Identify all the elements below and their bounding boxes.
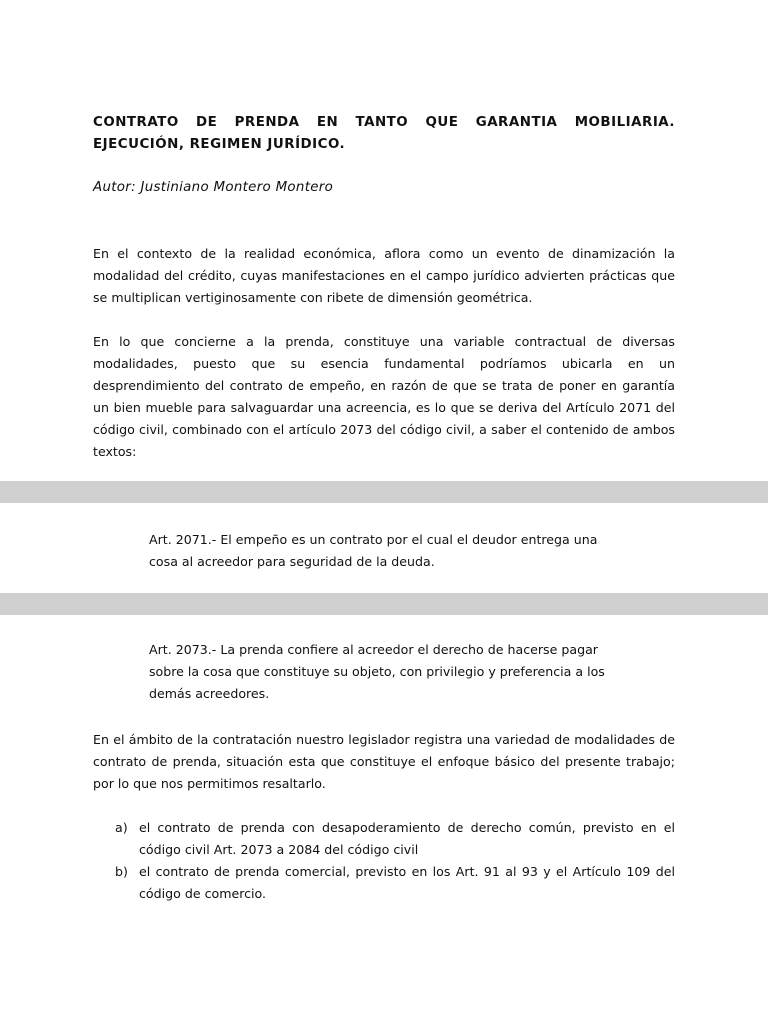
document-author: Autor: Justiniano Montero Montero — [93, 180, 334, 195]
quote-art-2073: Art. 2073.- La prenda confiere al acreedor el derecho de hacerse pagar sobre la cosa que constituye su objeto, con privilegio y preferencia a los demás acreedores. — [149, 642, 605, 701]
paragraph-modalidades: En el ámbito de la contratación nuestro legislador registra una variedad de modalidades de contrato de prenda, situación esta que constituye el enfoque básico del presente trabajo; por lo que nos permitimos resaltarlo. — [93, 732, 675, 791]
list-item-marker: a) — [115, 820, 128, 835]
page-break-band — [0, 593, 768, 615]
list-item — [93, 817, 675, 861]
document-title: CONTRATO DE PRENDA EN TANTO QUE GARANTIA MOBILIARIA. EJECUCIÓN, REGIMEN JURÍDICO. — [93, 115, 675, 152]
list-item-text: el contrato de prenda con desapoderamiento de derecho común, previsto en el código civil Art. 2073 a 2084 del código civil — [139, 820, 675, 857]
paragraph-prenda: En lo que concierne a la prenda, constituye una variable contractual de diversas modalidades, puesto que su esencia fundamental podríamos ubicarla en un desprendimiento del contrato de empeño, en razón de que se trata de poner en garantía un bien mueble para salvaguardar una acreencia, es lo que se deriva del Artículo 2071 del código civil, combinado con el artículo 2073 del código civil, a saber el contenido de ambos textos: — [93, 334, 675, 459]
list-item-text: el contrato de prenda comercial, previsto en los Art. 91 al 93 y el Artículo 109 del código de comercio. — [139, 864, 675, 901]
paragraph-intro: En el contexto de la realidad económica, aflora como un evento de dinamización la modalidad del crédito, cuyas manifestaciones en el campo jurídico advierten prácticas que se multiplican vertiginosamente con ribete de dimensión geométrica. — [93, 246, 675, 305]
list-item — [93, 861, 675, 905]
modalidades-list — [93, 817, 675, 905]
page-break-band — [0, 481, 768, 503]
list-item-marker: b) — [115, 864, 128, 879]
quote-art-2071: Art. 2071.- El empeño es un contrato por el cual el deudor entrega una cosa al acreedor para seguridad de la deuda. — [149, 532, 598, 569]
